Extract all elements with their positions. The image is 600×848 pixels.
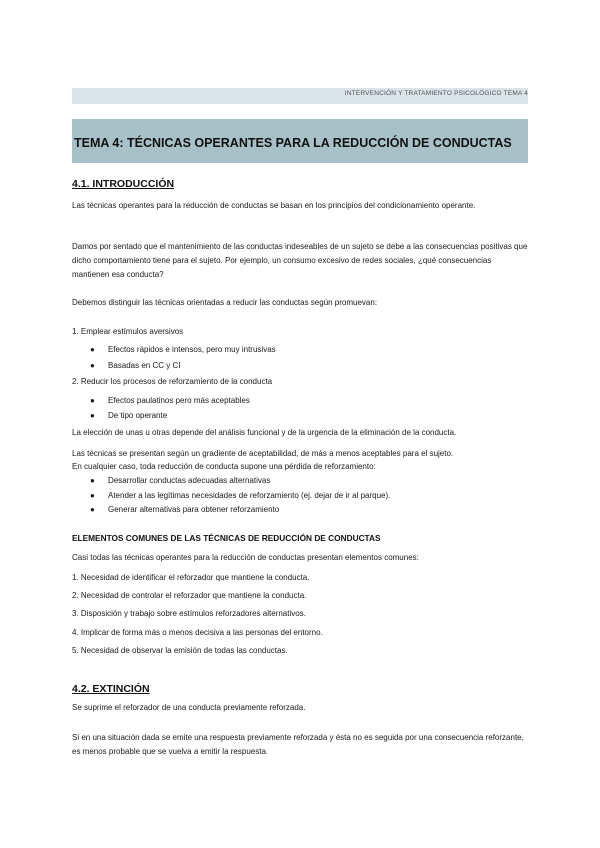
paragraph-elementos-intro: Casi todas las técnicas operantes para la reducción de conductas presentan elementos comunes: — [72, 553, 419, 562]
paragraph-intro-2: Damos por sentado que el mantenimiento de las conductas indeseables de un sujeto se debe a las consecuencias positivas que dicho comportamiento tiene para el sujeto. Por ejemplo, un consumo excesivo de redes sociales, ¿qué consecuencias mantienen esa conducta? — [72, 242, 528, 279]
list-item: 3. Disposición y trabajo sobre estímulos reforzadores alternativos. — [72, 609, 306, 618]
paragraph-extincion-2: Si en una situación dada se emite una respuesta previamente reforzada y ésta no es seguida por una consecuencia reforzante, es menos probable que se vuelva a emitir la respuesta. — [72, 733, 524, 756]
title-banner — [72, 119, 528, 163]
subsection-heading-elementos: ELEMENTOS COMUNES DE LAS TÉCNICAS DE REDUCCIÓN DE CONDUCTAS — [72, 533, 381, 543]
page-title: TEMA 4: TÉCNICAS OPERANTES PARA LA REDUCCIÓN DE CONDUCTAS — [74, 136, 512, 150]
paragraph-intro-3: Debemos distinguir las técnicas orientadas a reducir las conductas según promuevan: — [72, 298, 378, 307]
list-title-reforzamiento: 2. Reducir los procesos de reforzamiento de la conducta — [72, 377, 273, 386]
list-item: ● Desarrollar conductas adecuadas alternativas — [90, 476, 271, 485]
running-header — [72, 88, 528, 104]
section-heading-extincion: 4.2. EXTINCIÓN — [72, 683, 150, 695]
paragraph-intro-1: Las técnicas operantes para la reducción de conductas se basan en los principios del condicionamiento operante. — [72, 201, 476, 210]
list-item: ● De tipo operante — [90, 411, 168, 420]
paragraph-perdida: En cualquier caso, toda reducción de conducta supone una pérdida de reforzamiento: — [72, 462, 376, 471]
list-item: ● Efectos paulatinos pero más aceptables — [90, 396, 250, 405]
list-item: ● Generar alternativas para obtener reforzamiento — [90, 505, 280, 514]
list-item: ● Basadas en CC y CI — [90, 361, 181, 370]
list-item: 1. Necesidad de identificar el reforzador que mantiene la conducta. — [72, 573, 310, 582]
paragraph-eleccion: La elección de unas u otras depende del análisis funcional y de la urgencia de la eliminación de la conducta. — [72, 428, 457, 437]
list-title-aversivos: 1. Emplear estímulos aversivos — [72, 327, 184, 336]
paragraph-extincion-1: Se suprime el reforzador de una conducta previamente reforzada. — [72, 703, 306, 712]
paragraph-gradiente: Las técnicas se presentan según un gradiente de aceptabilidad, de más a menos aceptables para el sujeto. — [72, 449, 454, 458]
list-item: 5. Necesidad de observar la emisión de todas las conductas. — [72, 646, 288, 655]
running-header-text: INTERVENCIÓN Y TRATAMIENTO PSICOLÓGICO TEMA 4 — [344, 90, 528, 97]
list-item: ● Atender a las legítimas necesidades de reforzamiento (ej. dejar de ir al parque). — [90, 491, 391, 500]
list-item: ● Efectos rápidos e intensos, pero muy intrusivas — [90, 345, 276, 354]
list-item: 4. Implicar de forma más o menos decisiva a las personas del entorno. — [72, 628, 323, 637]
list-item: 2. Necesidad de controlar el reforzador que mantiene la conducta. — [72, 591, 307, 600]
section-heading-introduccion: 4.1. INTRODUCCIÓN — [72, 178, 175, 190]
